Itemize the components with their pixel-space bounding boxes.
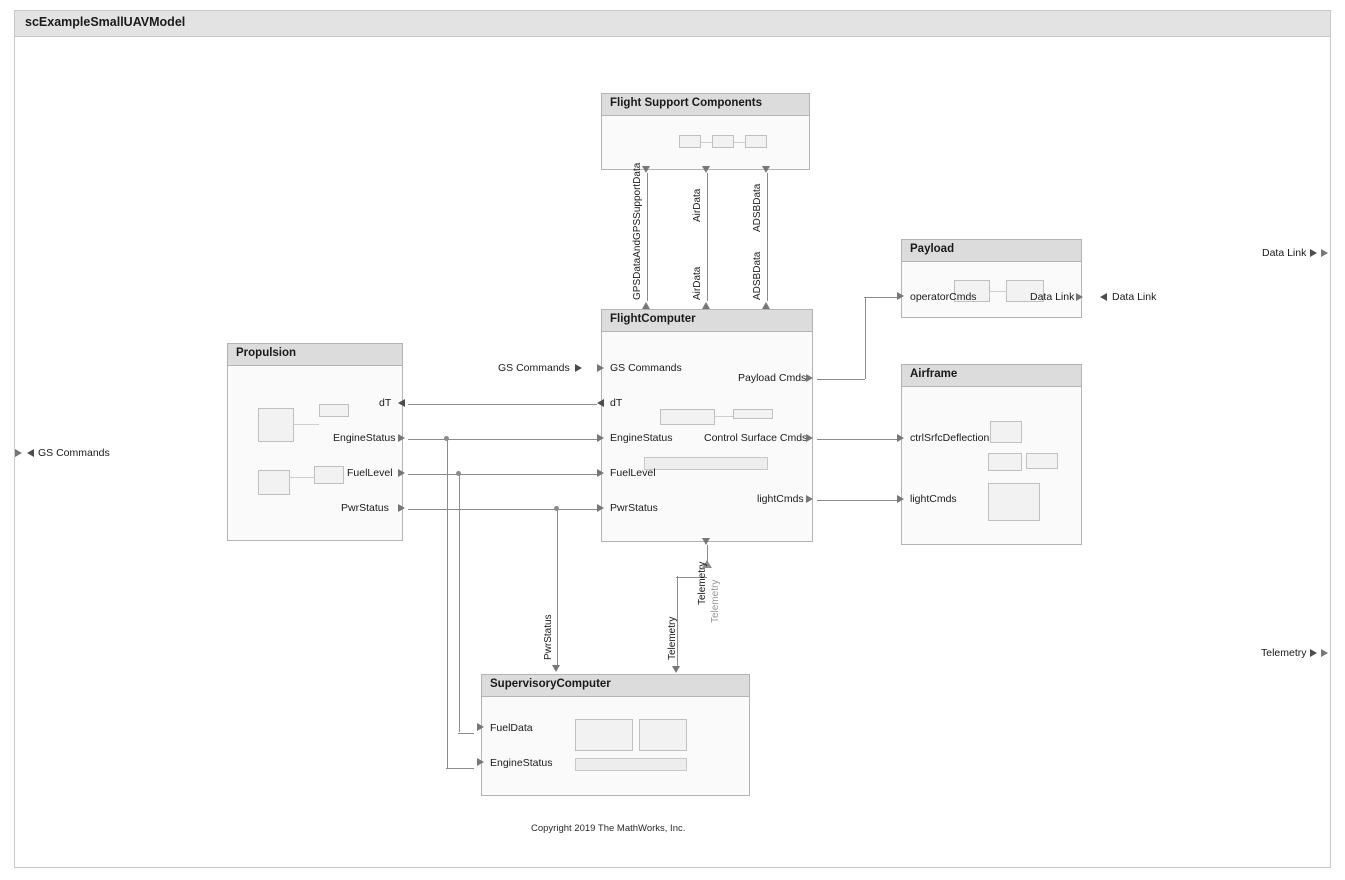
port-label-prop-dt: dT xyxy=(379,397,392,409)
mini-box xyxy=(1026,453,1058,469)
signal-arrow-gs-commands xyxy=(575,364,582,372)
port-label-fc-ctrl-surface-cmds: Control Surface Cmds xyxy=(704,432,808,444)
port-flight-support-adsb[interactable] xyxy=(762,166,770,173)
port-label-fc-fuel-level: FuelLevel xyxy=(610,467,656,479)
mini-box xyxy=(990,421,1022,443)
wire-airdata xyxy=(707,173,708,301)
wire-gps xyxy=(647,173,648,301)
block-title-airframe: Airframe xyxy=(910,368,958,380)
wire-fuel-level-branch-h xyxy=(458,733,474,734)
port-prop-pwr-status[interactable] xyxy=(398,504,405,512)
model-title: scExampleSmallUAVModel xyxy=(25,15,186,29)
mini-connector xyxy=(290,477,314,478)
mini-connector xyxy=(294,424,319,425)
port-airframe-light-cmds[interactable] xyxy=(897,495,904,503)
wire-engine-status-branch xyxy=(447,438,448,768)
wire-engine-status xyxy=(408,439,597,440)
mini-box xyxy=(575,719,633,751)
ext-port-data-link-label: Data Link xyxy=(1262,247,1307,259)
port-label-fc-pwr-status: PwrStatus xyxy=(610,502,658,514)
label-telemetry-vertical: Telemetry xyxy=(667,616,678,660)
port-fc-payload-cmds[interactable] xyxy=(806,374,813,382)
wire-ctrl-surface-cmds xyxy=(817,439,897,440)
port-prop-engine-status[interactable] xyxy=(398,434,405,442)
ext-port-gs-commands-label: GS Commands xyxy=(38,447,110,459)
mini-box xyxy=(733,409,773,419)
port-fc-dt[interactable] xyxy=(597,399,604,407)
block-title-propulsion: Propulsion xyxy=(236,347,297,359)
mini-box xyxy=(660,409,715,425)
port-fc-fuel-level[interactable] xyxy=(597,469,604,477)
wire-fuel-level-branch xyxy=(459,473,460,732)
mini-connector xyxy=(715,416,733,417)
port-label-fc-gs-commands: GS Commands xyxy=(610,362,682,374)
model-title-bar xyxy=(15,11,1330,37)
signal-label-gs-commands-to-fc: GS Commands xyxy=(498,362,570,374)
wire-pwr-status xyxy=(408,509,597,510)
wire-payload-cmds-h2 xyxy=(864,297,897,298)
label-telemetry-vertical-gray: Telemetry xyxy=(710,579,721,623)
wire-payload-cmds-v xyxy=(865,297,866,379)
signal-label-data-link: Data Link xyxy=(1112,291,1157,303)
wire-pwr-status-branch xyxy=(557,508,558,665)
port-flight-support-airdata[interactable] xyxy=(702,166,710,173)
label-adsb-vertical-bottom: ADSBData xyxy=(752,251,763,300)
port-sc-telemetry-in[interactable] xyxy=(672,666,680,673)
block-airframe[interactable] xyxy=(901,364,1082,545)
port-fc-adsb-in[interactable] xyxy=(762,302,770,309)
mini-box xyxy=(988,453,1022,471)
port-sc-engine-status[interactable] xyxy=(477,758,484,766)
label-airdata-vertical-bottom: AirData xyxy=(692,266,703,300)
port-label-fc-light-cmds: lightCmds xyxy=(757,493,804,505)
port-label-fc-dt: dT xyxy=(610,397,623,409)
label-airdata-vertical-top: AirData xyxy=(692,188,703,222)
port-sc-pwr-status-in[interactable] xyxy=(552,665,560,672)
ext-port-telemetry-icon xyxy=(1321,649,1328,657)
wire-adsb xyxy=(767,173,768,301)
mini-box xyxy=(988,483,1040,521)
port-label-fc-engine-status: EngineStatus xyxy=(610,432,673,444)
port-fc-telemetry-out[interactable] xyxy=(702,538,710,545)
mini-bar xyxy=(644,457,768,470)
wire-engine-status-branch-h xyxy=(446,768,474,769)
port-fc-ctrl-surface-cmds[interactable] xyxy=(806,434,813,442)
block-title-flight-computer: FlightComputer xyxy=(610,313,696,325)
mini-box xyxy=(679,135,701,148)
wire-payload-cmds-h1 xyxy=(817,379,865,380)
port-fc-engine-status[interactable] xyxy=(597,434,604,442)
port-label-fc-payload-cmds: Payload Cmds xyxy=(738,372,807,384)
block-flight-support-components[interactable] xyxy=(601,93,810,170)
mini-connector xyxy=(990,291,1006,292)
ext-port-gs-commands-icon xyxy=(15,449,22,457)
port-label-prop-fuel-level: FuelLevel xyxy=(347,467,393,479)
port-payload-data-link[interactable] xyxy=(1076,293,1083,301)
mini-box xyxy=(258,408,294,442)
copyright-text: Copyright 2019 The MathWorks, Inc. xyxy=(531,823,686,834)
mini-connector xyxy=(701,142,712,143)
block-payload[interactable] xyxy=(901,239,1082,318)
mini-box xyxy=(319,404,349,417)
port-fc-gps-in[interactable] xyxy=(642,302,650,309)
port-prop-fuel-level[interactable] xyxy=(398,469,405,477)
wire-dt xyxy=(408,404,597,405)
ext-port-telemetry-label: Telemetry xyxy=(1261,647,1307,659)
mini-box xyxy=(258,470,290,495)
port-label-airframe-light-cmds: lightCmds xyxy=(910,493,957,505)
port-fc-airdata-in[interactable] xyxy=(702,302,710,309)
port-flight-support-gps[interactable] xyxy=(642,166,650,173)
port-label-payload-operator-cmds: operatorCmds xyxy=(910,291,977,303)
block-title-payload: Payload xyxy=(910,243,955,255)
ext-port-gs-commands-arrow xyxy=(27,449,34,457)
mini-connector xyxy=(734,142,745,143)
mini-box xyxy=(712,135,734,148)
mini-box xyxy=(745,135,767,148)
ext-port-data-link-icon xyxy=(1321,249,1328,257)
mini-bar xyxy=(575,758,687,771)
port-label-airframe-ctrl-srfc: ctrlSrfcDeflection xyxy=(910,432,990,444)
port-label-sc-engine-status: EngineStatus xyxy=(490,757,553,769)
port-label-prop-engine-status: EngineStatus xyxy=(333,432,396,444)
port-label-sc-fuel-data: FuelData xyxy=(490,722,533,734)
port-label-prop-pwr-status: PwrStatus xyxy=(341,502,389,514)
wire-light-cmds xyxy=(817,500,897,501)
label-adsb-vertical-top: ADSBData xyxy=(752,183,763,232)
ext-port-telemetry-arrow xyxy=(1310,649,1317,657)
block-supervisory-computer[interactable] xyxy=(481,674,750,796)
signal-arrow-data-link xyxy=(1100,293,1107,301)
port-sc-fuel-data[interactable] xyxy=(477,723,484,731)
block-title-flight-support: Flight Support Components xyxy=(610,97,763,109)
block-title-supervisory-computer: SupervisoryComputer xyxy=(490,678,611,690)
port-prop-dt[interactable] xyxy=(398,399,405,407)
port-fc-pwr-status[interactable] xyxy=(597,504,604,512)
mini-box xyxy=(314,466,344,484)
mini-box xyxy=(639,719,687,751)
port-payload-operator-cmds[interactable] xyxy=(897,292,904,300)
ext-port-data-link-arrow xyxy=(1310,249,1317,257)
port-airframe-ctrl-srfc-deflection[interactable] xyxy=(897,434,904,442)
label-gps-vertical: GPSDataAndGPSSupportData xyxy=(632,162,643,300)
port-fc-gs-commands[interactable] xyxy=(597,364,604,372)
port-label-payload-data-link: Data Link xyxy=(1030,291,1075,303)
wire-fuel-level xyxy=(408,474,597,475)
label-pwr-status-vertical: PwrStatus xyxy=(543,614,554,660)
label-telemetry-vertical-fc: Telemetry xyxy=(697,561,708,605)
port-fc-light-cmds[interactable] xyxy=(806,495,813,503)
